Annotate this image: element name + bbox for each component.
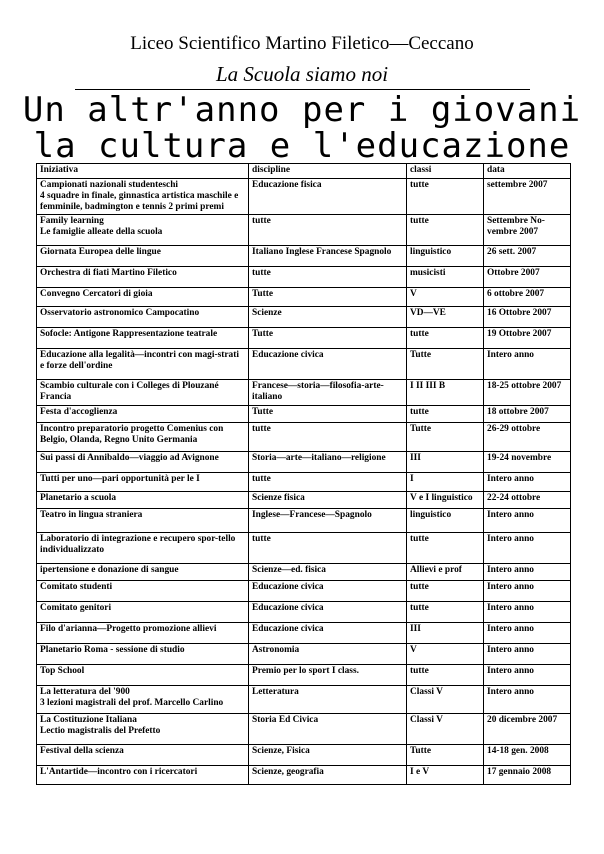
initiative-cell: Educazione alla legalità—incontri con magi-strati e forze dell'ordine <box>37 349 249 380</box>
table-row <box>37 215 571 246</box>
classes-cell: V <box>407 644 484 665</box>
table-row <box>37 686 571 714</box>
school-motto: La Scuola siamo noi <box>215 62 389 86</box>
disciplines-cell: Storia—arte—italiano—religione <box>249 452 407 473</box>
initiative-cell: Tutti per uno—pari opportunità per le I <box>37 473 249 492</box>
initiative-cell: Incontro preparatorio progetto Comenius con Belgio, Olanda, Regno Unito Germania <box>37 423 249 452</box>
table-row <box>37 509 571 533</box>
table-row <box>37 564 571 581</box>
classes-cell: Tutte <box>407 745 484 766</box>
header-disciplines: discipline <box>249 164 407 179</box>
classes-cell: linguistico <box>407 509 484 533</box>
disciplines-cell: Educazione civica <box>249 602 407 623</box>
table-row <box>37 267 571 288</box>
initiative-cell: Filo d'arianna—Progetto promozione allievi <box>37 623 249 644</box>
date-cell: Intero anno <box>484 644 571 665</box>
disciplines-cell: Scienze, geografia <box>249 766 407 785</box>
initiative-cell: La Costituzione Italiana Lectio magistralis del Prefetto <box>37 714 249 745</box>
initiative-cell: Family learning Le famiglie alleate della scuola <box>37 215 249 246</box>
table-header-row <box>37 164 571 179</box>
initiative-cell: La letteratura del '900 3 lezioni magistrali del prof. Marcello Carlino <box>37 686 249 714</box>
date-cell: 18-25 ottobre 2007 <box>484 380 571 406</box>
header-classes: classi <box>407 164 484 179</box>
date-cell: Settembre No-vembre 2007 <box>484 215 571 246</box>
initiative-cell: Sofocle: Antigone Rappresentazione teatrale <box>37 328 249 349</box>
initiative-cell: Planetario Roma - sessione di studio <box>37 644 249 665</box>
date-cell: 22-24 ottobre <box>484 492 571 509</box>
table-row <box>37 665 571 686</box>
initiative-cell: Festa d'accoglienza <box>37 406 249 423</box>
table-row <box>37 452 571 473</box>
date-cell: 26-29 ottobre <box>484 423 571 452</box>
classes-cell: tutte <box>407 602 484 623</box>
classes-cell: III <box>407 623 484 644</box>
disciplines-cell: tutte <box>249 215 407 246</box>
disciplines-cell: Premio per lo sport I class. <box>249 665 407 686</box>
table-row <box>37 533 571 564</box>
classes-cell: Classi V <box>407 714 484 745</box>
disciplines-cell: Educazione civica <box>249 349 407 380</box>
disciplines-cell: Tutte <box>249 406 407 423</box>
classes-cell: tutte <box>407 328 484 349</box>
date-cell: 16 Ottobre 2007 <box>484 307 571 328</box>
date-cell: Ottobre 2007 <box>484 267 571 288</box>
initiative-cell: Top School <box>37 665 249 686</box>
disciplines-cell: Scienze—ed. fisica <box>249 564 407 581</box>
classes-cell: tutte <box>407 533 484 564</box>
classes-cell: VD—VE <box>407 307 484 328</box>
date-cell: settembre 2007 <box>484 179 571 215</box>
table-row <box>37 644 571 665</box>
classes-cell: III <box>407 452 484 473</box>
initiative-cell: Giornata Europea delle lingue <box>37 246 249 267</box>
disciplines-cell: Tutte <box>249 328 407 349</box>
disciplines-cell: Storia Ed Civica <box>249 714 407 745</box>
date-cell: Intero anno <box>484 509 571 533</box>
date-cell: Intero anno <box>484 686 571 714</box>
classes-cell: linguistico <box>407 246 484 267</box>
table-row <box>37 288 571 307</box>
classes-cell: V e I linguistico <box>407 492 484 509</box>
table-row <box>37 714 571 745</box>
disciplines-cell: Astronomia <box>249 644 407 665</box>
date-cell: Intero anno <box>484 581 571 602</box>
initiative-cell: Convegno Cercatori di gioia <box>37 288 249 307</box>
disciplines-cell: Tutte <box>249 288 407 307</box>
classes-cell: Allievi e prof <box>407 564 484 581</box>
disciplines-cell: Scienze <box>249 307 407 328</box>
disciplines-cell: Educazione civica <box>249 581 407 602</box>
classes-cell: tutte <box>407 215 484 246</box>
table-row <box>37 380 571 406</box>
disciplines-cell: Francese—storia—filosofia-arte-italiano <box>249 380 407 406</box>
table-row <box>37 328 571 349</box>
classes-cell: V <box>407 288 484 307</box>
table-row <box>37 179 571 215</box>
headline-line-1: Un altr'anno per i giovani <box>22 90 582 130</box>
disciplines-cell: Educazione civica <box>249 623 407 644</box>
disciplines-cell: Inglese—Francese—Spagnolo <box>249 509 407 533</box>
school-name: Liceo Scientifico Martino Filetico—Ceccano <box>130 33 474 54</box>
classes-cell: musicisti <box>407 267 484 288</box>
table-row <box>37 745 571 766</box>
classes-cell: tutte <box>407 406 484 423</box>
classes-cell: Tutte <box>407 349 484 380</box>
table-row <box>37 406 571 423</box>
disciplines-cell: Letteratura <box>249 686 407 714</box>
table-row <box>37 473 571 492</box>
classes-cell: tutte <box>407 665 484 686</box>
date-cell: 19-24 novembre <box>484 452 571 473</box>
date-cell: 6 ottobre 2007 <box>484 288 571 307</box>
initiative-cell: Comitato studenti <box>37 581 249 602</box>
initiative-cell: Scambio culturale con i Colleges di Plouzané Francia <box>37 380 249 406</box>
classes-cell: Classi V <box>407 686 484 714</box>
date-cell: Intero anno <box>484 602 571 623</box>
table-row <box>37 307 571 328</box>
initiative-cell: Orchestra di fiati Martino Filetico <box>37 267 249 288</box>
disciplines-cell: Educazione fisica <box>249 179 407 215</box>
date-cell: Intero anno <box>484 349 571 380</box>
classes-cell: I II III B <box>407 380 484 406</box>
date-cell: 20 dicembre 2007 <box>484 714 571 745</box>
disciplines-cell: tutte <box>249 423 407 452</box>
disciplines-cell: Italiano Inglese Francese Spagnolo <box>249 246 407 267</box>
date-cell: 26 sett. 2007 <box>484 246 571 267</box>
classes-cell: tutte <box>407 581 484 602</box>
table-row <box>37 581 571 602</box>
table-row <box>37 246 571 267</box>
date-cell: Intero anno <box>484 564 571 581</box>
initiative-cell: Campionati nazionali studenteschi 4 squadre in finale, ginnastica artistica maschile e femminile, badmington e tennis 2 primi premi <box>37 179 249 215</box>
classes-cell: I e V <box>407 766 484 785</box>
disciplines-cell: tutte <box>249 473 407 492</box>
disciplines-cell: tutte <box>249 533 407 564</box>
table-row <box>37 602 571 623</box>
table-row <box>37 423 571 452</box>
date-cell: Intero anno <box>484 473 571 492</box>
initiative-cell: Teatro in lingua straniera <box>37 509 249 533</box>
date-cell: 14-18 gen. 2008 <box>484 745 571 766</box>
header-date: data <box>484 164 571 179</box>
table-row <box>37 766 571 785</box>
date-cell: Intero anno <box>484 623 571 644</box>
headline-line-2: la cultura e l'educazione <box>33 126 571 166</box>
initiative-cell: L'Antartide—incontro con i ricercatori <box>37 766 249 785</box>
date-cell: 19 Ottobre 2007 <box>484 328 571 349</box>
initiative-cell: Festival della scienza <box>37 745 249 766</box>
classes-cell: tutte <box>407 179 484 215</box>
initiatives-table <box>36 163 571 785</box>
initiative-cell: Osservatorio astronomico Campocatino <box>37 307 249 328</box>
initiative-cell: ipertensione e donazione di sangue <box>37 564 249 581</box>
date-cell: Intero anno <box>484 665 571 686</box>
table-row <box>37 623 571 644</box>
initiative-cell: Laboratorio di integrazione e recupero spor-tello individualizzato <box>37 533 249 564</box>
disciplines-cell: Scienze, Fisica <box>249 745 407 766</box>
disciplines-cell: tutte <box>249 267 407 288</box>
date-cell: Intero anno <box>484 533 571 564</box>
table-row <box>37 349 571 380</box>
table-row <box>37 492 571 509</box>
classes-cell: I <box>407 473 484 492</box>
date-cell: 18 ottobre 2007 <box>484 406 571 423</box>
date-cell: 17 gennaio 2008 <box>484 766 571 785</box>
initiative-cell: Planetario a scuola <box>37 492 249 509</box>
disciplines-cell: Scienze fisica <box>249 492 407 509</box>
classes-cell: Tutte <box>407 423 484 452</box>
initiative-cell: Comitato genitori <box>37 602 249 623</box>
initiative-cell: Sui passi di Annibaldo—viaggio ad Avignone <box>37 452 249 473</box>
header-initiative: Iniziativa <box>37 164 249 179</box>
